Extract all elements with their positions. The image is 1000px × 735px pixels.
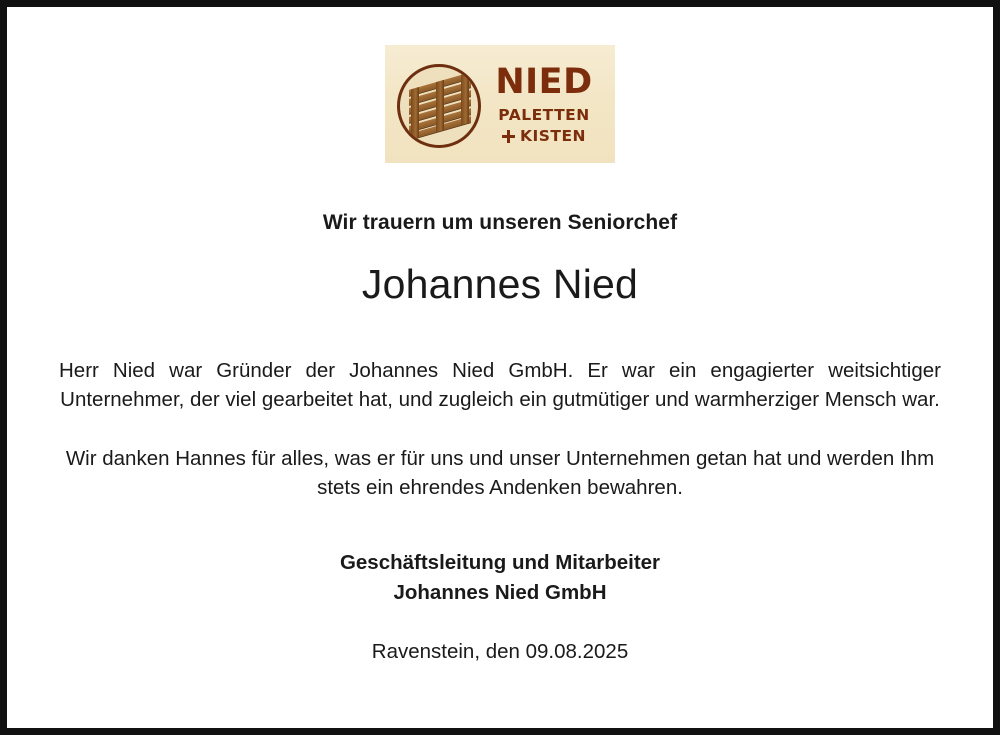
lead-text: Wir trauern um unseren Seniorchef <box>322 211 678 234</box>
paragraph-two: Wir danken Hannes für alles, was er für uns und unser Unternehmen getan hat und werden Ihm stets ein ehrendes Andenken bewahren. <box>65 447 935 500</box>
company-logo <box>385 45 615 163</box>
cross-icon <box>502 130 515 143</box>
logo-wordmark <box>481 62 607 145</box>
logo-subtitle-paletten: PALETTEN <box>498 106 590 124</box>
logo-name: NIED <box>495 62 593 102</box>
pallet-icon <box>397 64 481 148</box>
logo-subtitle-kisten-label: KISTEN <box>519 126 587 145</box>
logo-subtitle-kisten <box>481 126 607 145</box>
signature-block <box>340 548 660 607</box>
signature-line-one: Geschäftsleitung und Mitarbeiter <box>339 551 661 575</box>
deceased-name: Johannes Nied <box>361 261 639 307</box>
signature-line-two: Johannes Nied GmbH <box>393 581 607 605</box>
paragraph-one: Herr Nied war Gründer der Johannes Nied GmbH. Er war ein engagierter weitsichtiger Unternehmer, der viel gearbeitet hat, und zugleich ein gutmütiger und warmherziger Mensch war. <box>59 359 941 412</box>
place-and-date: Ravenstein, den 09.08.2025 <box>371 639 629 663</box>
pallet-illustration <box>409 72 471 140</box>
